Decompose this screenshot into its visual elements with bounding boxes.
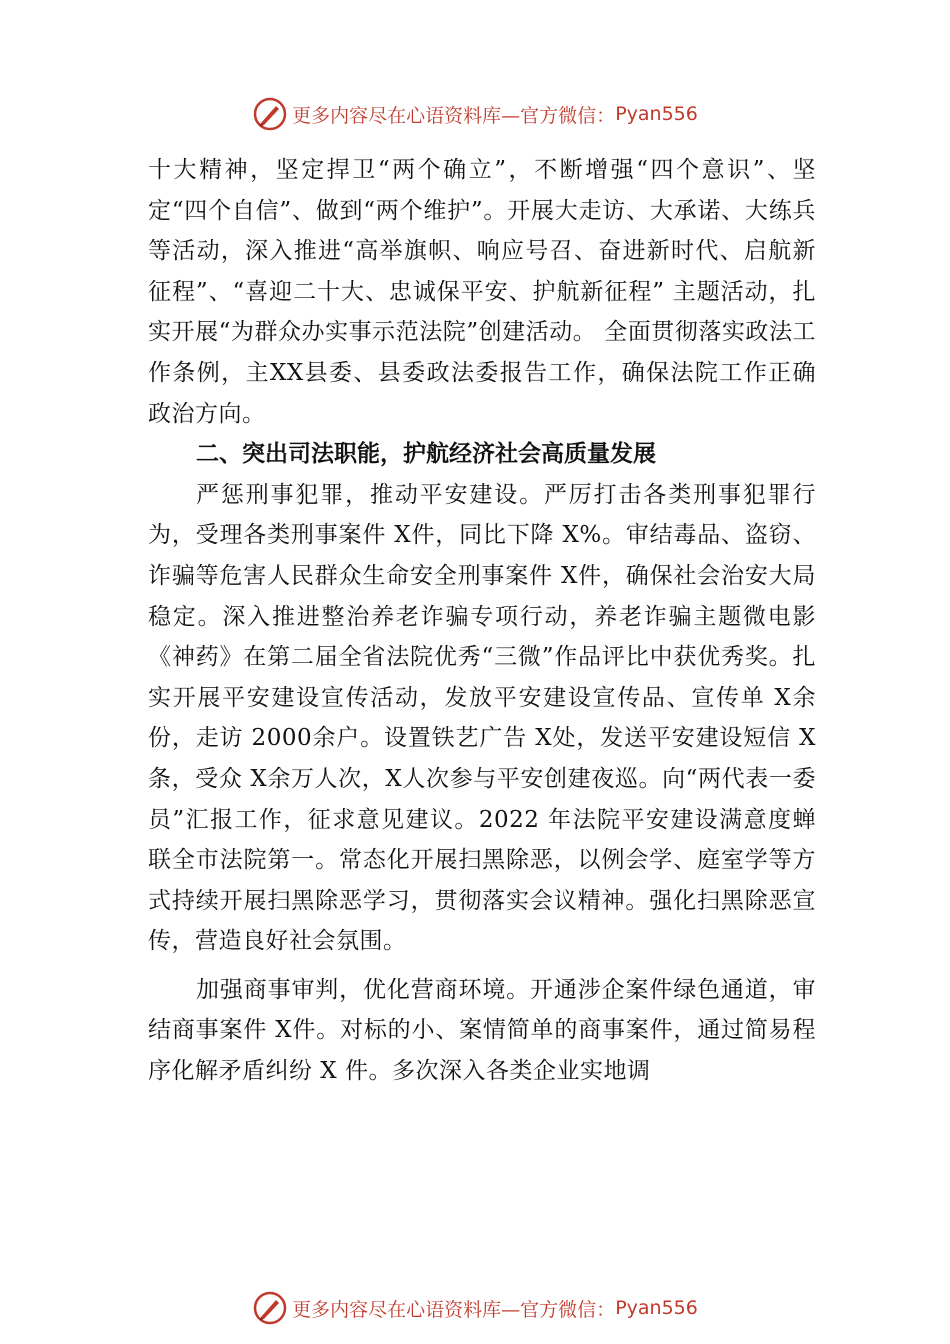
banner-wechat-id: Pyan556 — [615, 103, 698, 125]
footer-banner — [0, 1288, 950, 1328]
paragraph-1: 十大精神，坚定捍卫“两个确立”，不断增强“四个意识”、坚定“四个自信”、做到“两个维护”。开展大走访、大承诺、大练兵等活动，深入推进“高举旗帜、响应号召、奋进新时代、启航新征程”、“喜迎二十大、忠诚保平安、护航新征程” 主题活动，扎实开展“为群众办实事示范法院”创建活动。 全面贯彻落实政法工作条例，主XX县委、县委政法委报告工作，确保法院工作正确政治方向。 — [148, 157, 816, 427]
paragraph-2: 严惩刑事犯罪，推动平安建设。严厉打击各类刑事犯罪行为，受理各类刑事案件 X件，同比下降 X%。审结毒品、盗窃、诈骗等危害人民群众生命安全刑事案件 X件，确保社会治安大局稳定。深入推进整治养老诈骗专项行动，养老诈骗主题微电影《神药》在第二届全省法院优秀“三微”作品评比中获优秀奖。扎实开展平安建设宣传活动，发放平安建设宣传品、宣传单 X余份，走访 2000余户。设置铁艺广告 X处，发送平安建设短信 X条，受众 X余万人次，X人次参与平安创建夜巡。向“两代表一委员”汇报工作，征求意见建议。2022 年法院平安建设满意度蝉联全市法院第一。常态化开展扫黑除恶，以例会学、庭室学等方式持续开展扫黑除恶学习，贯彻落实会议精神。强化扫黑除恶宣传，营造良好社会氛围。 — [148, 481, 816, 955]
pen-emblem-icon — [252, 96, 288, 132]
header-banner — [0, 94, 950, 134]
footer-banner-title: 更多内容尽在心语资料库 — [292, 1298, 502, 1321]
banner-title: 更多内容尽在心语资料库 — [292, 104, 502, 127]
footer-banner-wechat-id: Pyan556 — [615, 1297, 698, 1319]
paragraph-gap — [148, 962, 816, 970]
paragraph-3: 加强商事审判，优化营商环境。开通涉企案件绿色通道，审结商事案件 X件。对标的小、案情简单的商事案件，通过简易程序化解矛盾纠纷 X 件。多次深入各类企业实地调 — [148, 976, 816, 1085]
section-heading-2: 二、突出司法职能，护航经济社会高质量发展 — [196, 441, 656, 468]
pen-emblem-icon — [252, 1290, 288, 1326]
footer-banner-separator: —官方微信： — [501, 1298, 616, 1321]
document-body — [148, 150, 816, 1092]
banner-separator: —官方微信： — [501, 104, 616, 127]
